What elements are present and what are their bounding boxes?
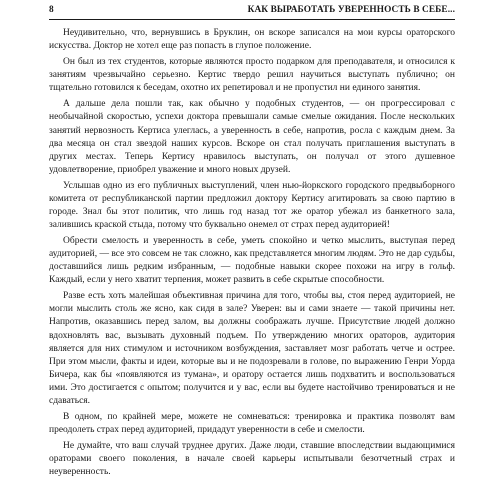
paragraph: Неудивительно, что, вернувшись в Бруклин, он вскоре записался на мои курсы ораторского искусства. Доктор не хотел еще раз попасть в глупое положение. (49, 28, 455, 52)
paragraph: Он был из тех студентов, которые являются просто подарком для преподавателя, и относился к занятиям чрезвычайно серьезно. Кертис твердо решил научиться выступать публично; он тщательно готовился к беседам, охотно их репетировал и не пропустил ни единого занятия. (49, 57, 455, 94)
paragraph: Обрести смелость и уверенность в себе, уметь спокойно и четко мыслить, выступая перед аудиторией, — все это совсем не так сложно, как представляется многим людям. Это не дар судьбы, доставшийся лишь редким избранным, — подобные навыки скорее похожи на игру в гольф. Каждый, если у него хватит терпения, может развить в себе скрытые способности. (49, 236, 455, 286)
page-body (49, 27, 455, 482)
paragraph: Не думайте, что ваш случай труднее других. Даже люди, ставшие впоследствии выдающимися ораторами своего поколения, в начале своей карьеры испытывали безотчетный страх и неуверенность. (49, 441, 455, 478)
page-header (49, 3, 455, 20)
paragraph: Услышав одно из его публичных выступлений, член нью-йоркского городского предвыборного комитета от республиканской партии предложил доктору Кертису агитировать за свою партию в городе. Знал бы этот политик, что лишь год назад тот же оратор убежал из банкетного зала, залившись краской стыда, потому что буквально онемел от страх перед аудиторией! (49, 180, 455, 230)
paragraph: В одном, по крайней мере, можете не сомневаться: тренировка и практика позволят вам преодолеть страх перед аудиторией, придадут уверенности в себе и смелости. (49, 411, 455, 435)
running-title: КАК ВЫРАБОТАТЬ УВЕРЕННОСТЬ В СЕБЕ... (247, 5, 455, 15)
page-number: 8 (49, 5, 54, 15)
paragraph: Разве есть хоть малейшая объективная причина для того, чтобы вы, стоя перед аудиторией, не могли мыслить столь же ясно, как сидя в зале? Уверен: вы и сами знаете — такой причины нет. Напротив, оказавшись перед залом, вы должны соображать лучше. Присутствие людей должно вдохновлять вас, вызывать духовный подъем. По утверждению многих ораторов, аудитория является для них стимулом и источником возбуждения, заставляет мозг работать четче и острее. При этом мысли, факты и идеи, которые вы и не подозревали в голове, по выражению Генри Уорда Бичера, как бы «появляются из тумана», и оратору остается лишь подхватить и воспользоваться ими. Это достигается с опытом; получится и у вас, если вы будете настойчиво тренироваться и не сдаваться. (49, 291, 455, 406)
paragraph: А дальше дела пошли так, как обычно у подобных студентов, — он прогрессировал с необычайной скоростью, успехи доктора превышали самые смелые ожидания. После нескольких занятий нервозность Кертиса улеглась, а уверенность в себе, напротив, росла с каждым днем. За два месяца он стал звездой наших курсов. Вскоре он стал получать приглашения выступать в других местах. Теперь Кертису нравилось выступать, он получал от этого душевное удовлетворение, приобрел уважение и много новых друзей. (49, 99, 455, 175)
